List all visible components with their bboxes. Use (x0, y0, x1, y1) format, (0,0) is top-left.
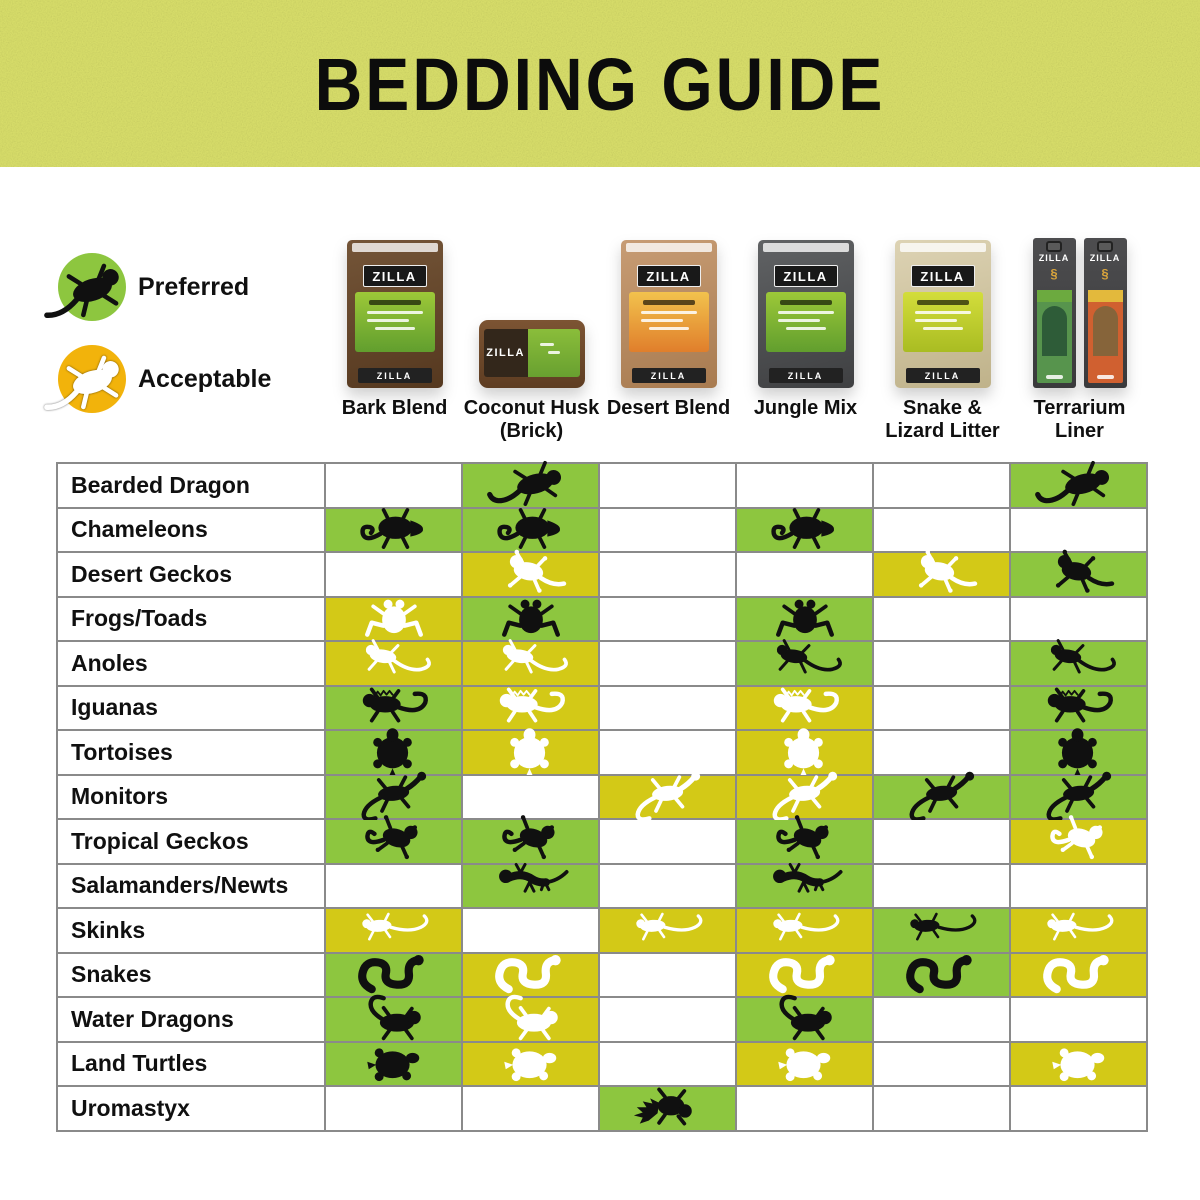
cell-iguanas-coconut-husk-brick (463, 687, 600, 732)
gecko-mark-icon: § (1101, 266, 1109, 281)
cell-chameleons-terrarium-liner (1011, 509, 1148, 554)
cell-desert-geckos-desert-blend (600, 553, 737, 598)
cell-tortoises-coconut-husk-brick (463, 731, 600, 776)
cell-bearded-dragon-bark-blend (326, 464, 463, 509)
chameleon-icon (342, 504, 446, 556)
cell-desert-geckos-snake-lizard-litter (874, 553, 1011, 598)
cell-bearded-dragon-coconut-husk-brick (463, 464, 600, 509)
product-bag (621, 240, 717, 388)
zilla-logo: ZILLA (637, 265, 701, 287)
gecko-icon (890, 548, 994, 600)
cell-iguanas-snake-lizard-litter (874, 687, 1011, 732)
bag-footer: ZILLA (632, 368, 706, 383)
cell-tropical-geckos-snake-lizard-litter (874, 820, 1011, 865)
cell-frogs-toads-coconut-husk-brick (463, 598, 600, 643)
cell-snakes-desert-blend (600, 954, 737, 999)
cell-chameleons-coconut-husk-brick (463, 509, 600, 554)
liner-pack: ZILLA § (1084, 238, 1127, 388)
cell-anoles-jungle-mix (737, 642, 874, 687)
row-label-tropical-geckos: Tropical Geckos (58, 820, 326, 865)
cell-land-turtles-snake-lizard-litter (874, 1043, 1011, 1088)
header-banner (0, 0, 1200, 167)
product-column-4 (737, 228, 874, 443)
row-label-snakes: Snakes (58, 954, 326, 999)
cell-skinks-desert-blend (600, 909, 737, 954)
cell-water-dragons-desert-blend (600, 998, 737, 1043)
row-label-anoles: Anoles (58, 642, 326, 687)
cell-uromastyx-coconut-husk-brick (463, 1087, 600, 1132)
cell-salamanders-newts-coconut-husk-brick (463, 865, 600, 910)
cell-snakes-snake-lizard-litter (874, 954, 1011, 999)
product-bag (347, 240, 443, 388)
cell-desert-geckos-jungle-mix (737, 553, 874, 598)
zilla-logo: ZILLA (774, 265, 838, 287)
cell-tropical-geckos-desert-blend (600, 820, 737, 865)
cell-monitors-jungle-mix (737, 776, 874, 821)
cell-salamanders-newts-terrarium-liner (1011, 865, 1148, 910)
product-column-3 (600, 228, 737, 443)
bark-blend-bag (347, 228, 443, 388)
zilla-logo: ZILLA (484, 329, 528, 377)
lizard-icon (34, 259, 144, 323)
bag-seal (626, 243, 712, 252)
cell-anoles-snake-lizard-litter (874, 642, 1011, 687)
cell-skinks-jungle-mix (737, 909, 874, 954)
tropical-gecko-icon (342, 815, 446, 867)
legend-preferred-label: Preferred (138, 272, 250, 301)
cell-salamanders-newts-jungle-mix (737, 865, 874, 910)
cell-iguanas-desert-blend (600, 687, 737, 732)
product-label: Jungle Mix (753, 397, 858, 419)
cell-tropical-geckos-terrarium-liner (1011, 820, 1148, 865)
row-label-desert-geckos: Desert Geckos (58, 553, 326, 598)
cell-land-turtles-bark-blend (326, 1043, 463, 1088)
cell-chameleons-snake-lizard-litter (874, 509, 1011, 554)
gecko-mark-icon: § (1050, 266, 1058, 281)
cell-snakes-bark-blend (326, 954, 463, 999)
cell-snakes-terrarium-liner (1011, 954, 1148, 999)
cell-chameleons-desert-blend (600, 509, 737, 554)
tortoise-icon (479, 726, 583, 778)
liner-pack: ZILLA § (1033, 238, 1076, 388)
gecko-icon (1027, 548, 1131, 600)
preferred-badge (58, 253, 126, 321)
product-column-5 (874, 228, 1011, 443)
product-column-1 (326, 228, 463, 443)
cell-land-turtles-desert-blend (600, 1043, 737, 1088)
cell-monitors-terrarium-liner (1011, 776, 1148, 821)
cell-anoles-bark-blend (326, 642, 463, 687)
cell-monitors-bark-blend (326, 776, 463, 821)
cell-frogs-toads-desert-blend (600, 598, 737, 643)
cell-frogs-toads-bark-blend (326, 598, 463, 643)
legend-preferred (58, 252, 313, 322)
bag-footer: ZILLA (769, 368, 843, 383)
cell-land-turtles-terrarium-liner (1011, 1043, 1148, 1088)
bag-label (629, 292, 709, 352)
cell-anoles-coconut-husk-brick (463, 642, 600, 687)
cell-bearded-dragon-terrarium-liner (1011, 464, 1148, 509)
cell-desert-geckos-coconut-husk-brick (463, 553, 600, 598)
row-label-land-turtles: Land Turtles (58, 1043, 326, 1088)
skink-icon (616, 904, 720, 956)
cell-monitors-coconut-husk-brick (463, 776, 600, 821)
cell-iguanas-jungle-mix (737, 687, 874, 732)
product-bag (758, 240, 854, 388)
cell-tropical-geckos-coconut-husk-brick (463, 820, 600, 865)
cell-frogs-toads-snake-lizard-litter (874, 598, 1011, 643)
cell-tortoises-desert-blend (600, 731, 737, 776)
cell-water-dragons-coconut-husk-brick (463, 998, 600, 1043)
cell-monitors-snake-lizard-litter (874, 776, 1011, 821)
turtle-icon (753, 1038, 857, 1090)
cell-water-dragons-jungle-mix (737, 998, 874, 1043)
product-label: Snake & Lizard Litter (885, 397, 1000, 442)
tropical-gecko-icon (1027, 815, 1131, 867)
lizard-icon (34, 351, 144, 415)
chameleon-icon (753, 504, 857, 556)
coconut-husk-brick (479, 228, 585, 388)
cell-frogs-toads-jungle-mix (737, 598, 874, 643)
zilla-logo: ZILLA (363, 265, 427, 287)
row-label-skinks: Skinks (58, 909, 326, 954)
bag-seal (900, 243, 986, 252)
cell-uromastyx-snake-lizard-litter (874, 1087, 1011, 1132)
cell-tortoises-terrarium-liner (1011, 731, 1148, 776)
salamander-icon (479, 860, 583, 912)
legend-acceptable (58, 344, 313, 414)
cell-tortoises-bark-blend (326, 731, 463, 776)
row-label-iguanas: Iguanas (58, 687, 326, 732)
monitor-icon (616, 771, 720, 823)
cell-frogs-toads-terrarium-liner (1011, 598, 1148, 643)
hang-tab (1046, 241, 1062, 252)
product-liner-rolls (1033, 238, 1127, 388)
zilla-logo: ZILLA (911, 265, 975, 287)
cell-bearded-dragon-desert-blend (600, 464, 737, 509)
legend (58, 252, 313, 436)
turtle-icon (342, 1038, 446, 1090)
cell-uromastyx-bark-blend (326, 1087, 463, 1132)
row-label-uromastyx: Uromastyx (58, 1087, 326, 1132)
bag-label (766, 292, 846, 352)
cell-water-dragons-terrarium-liner (1011, 998, 1148, 1043)
cell-water-dragons-snake-lizard-litter (874, 998, 1011, 1043)
cell-tortoises-snake-lizard-litter (874, 731, 1011, 776)
cell-water-dragons-bark-blend (326, 998, 463, 1043)
bearded-dragon-icon (1027, 459, 1131, 511)
row-label-monitors: Monitors (58, 776, 326, 821)
cell-salamanders-newts-snake-lizard-litter (874, 865, 1011, 910)
cell-skinks-bark-blend (326, 909, 463, 954)
turtle-icon (479, 1038, 583, 1090)
product-header-row (326, 228, 1148, 443)
cell-tropical-geckos-jungle-mix (737, 820, 874, 865)
cell-salamanders-newts-desert-blend (600, 865, 737, 910)
bedding-matrix (56, 462, 1148, 1132)
turtle-icon (1027, 1038, 1131, 1090)
row-label-tortoises: Tortoises (58, 731, 326, 776)
cell-tropical-geckos-bark-blend (326, 820, 463, 865)
row-label-frogs-toads: Frogs/Toads (58, 598, 326, 643)
cell-anoles-desert-blend (600, 642, 737, 687)
bag-seal (352, 243, 438, 252)
acceptable-badge (58, 345, 126, 413)
snake-icon (890, 949, 994, 1001)
product-label: Terrarium Liner (1033, 397, 1126, 442)
cell-anoles-terrarium-liner (1011, 642, 1148, 687)
product-label: Desert Blend (606, 397, 731, 419)
cell-desert-geckos-terrarium-liner (1011, 553, 1148, 598)
cell-chameleons-bark-blend (326, 509, 463, 554)
cell-chameleons-jungle-mix (737, 509, 874, 554)
cell-skinks-terrarium-liner (1011, 909, 1148, 954)
cell-snakes-jungle-mix (737, 954, 874, 999)
cell-uromastyx-jungle-mix (737, 1087, 874, 1132)
uromastyx-icon (616, 1082, 720, 1134)
product-column-2 (463, 228, 600, 443)
cell-salamanders-newts-bark-blend (326, 865, 463, 910)
legend-acceptable-label: Acceptable (138, 364, 272, 393)
row-label-water-dragons: Water Dragons (58, 998, 326, 1043)
bag-label (903, 292, 983, 352)
cell-desert-geckos-bark-blend (326, 553, 463, 598)
bag-footer: ZILLA (358, 368, 432, 383)
row-label-salamanders-newts: Salamanders/Newts (58, 865, 326, 910)
cell-uromastyx-desert-blend (600, 1087, 737, 1132)
terrarium-liner-rolls (1033, 228, 1127, 388)
cell-iguanas-bark-blend (326, 687, 463, 732)
bag-seal (763, 243, 849, 252)
product-brick (479, 320, 585, 388)
product-label: Bark Blend (341, 397, 448, 419)
row-label-bearded-dragon: Bearded Dragon (58, 464, 326, 509)
cell-snakes-coconut-husk-brick (463, 954, 600, 999)
cell-skinks-snake-lizard-litter (874, 909, 1011, 954)
cell-bearded-dragon-jungle-mix (737, 464, 874, 509)
brick-label (528, 329, 580, 377)
row-label-chameleons: Chameleons (58, 509, 326, 554)
snake-lizard-litter-bag (895, 228, 991, 388)
cell-tortoises-jungle-mix (737, 731, 874, 776)
cell-bearded-dragon-snake-lizard-litter (874, 464, 1011, 509)
cell-monitors-desert-blend (600, 776, 737, 821)
jungle-mix-bag (758, 228, 854, 388)
page-title: BEDDING GUIDE (314, 42, 886, 125)
product-column-6 (1011, 228, 1148, 443)
snake-icon (1027, 949, 1131, 1001)
product-label: Coconut Husk (Brick) (463, 397, 600, 442)
cell-land-turtles-jungle-mix (737, 1043, 874, 1088)
product-bag (895, 240, 991, 388)
cell-iguanas-terrarium-liner (1011, 687, 1148, 732)
bag-label (355, 292, 435, 352)
bag-footer: ZILLA (906, 368, 980, 383)
cell-uromastyx-terrarium-liner (1011, 1087, 1148, 1132)
cell-skinks-coconut-husk-brick (463, 909, 600, 954)
monitor-icon (890, 771, 994, 823)
hang-tab (1097, 241, 1113, 252)
desert-blend-bag (621, 228, 717, 388)
cell-land-turtles-coconut-husk-brick (463, 1043, 600, 1088)
